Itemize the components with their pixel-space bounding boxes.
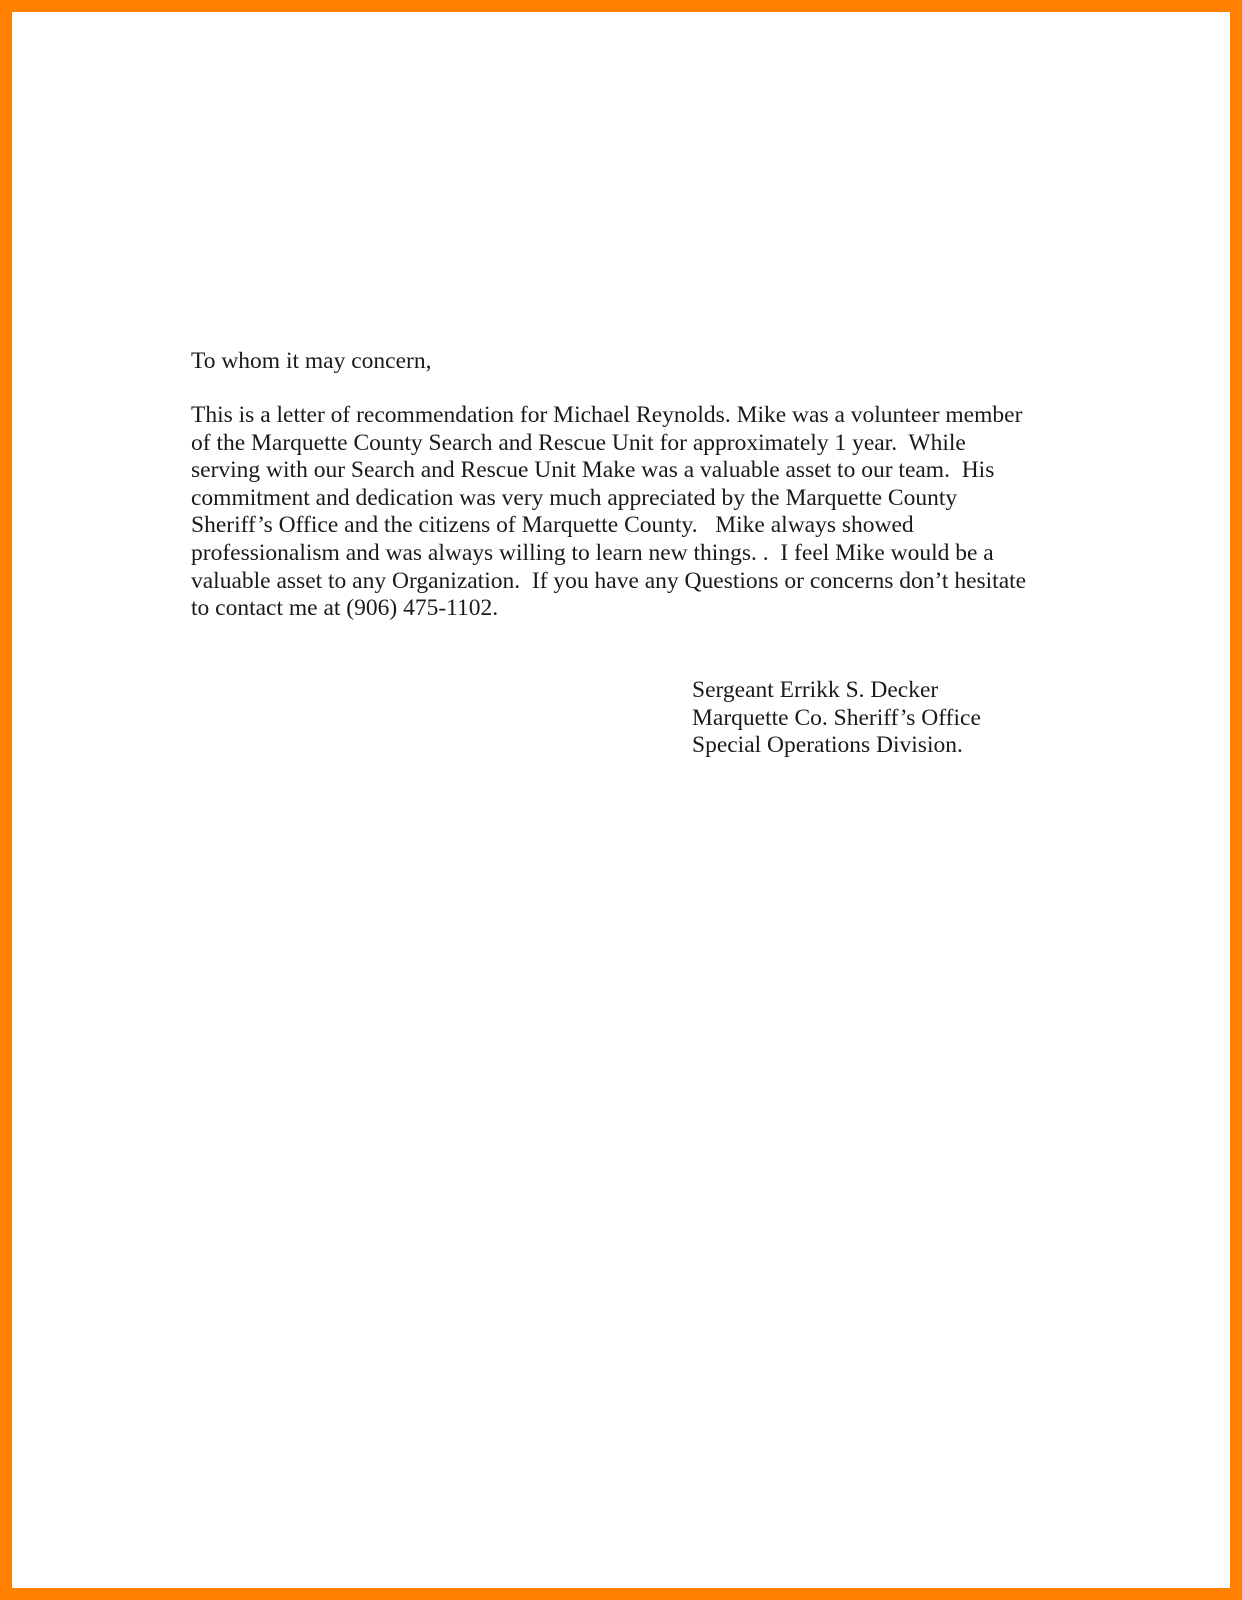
salutation: To whom it may concern, bbox=[191, 348, 432, 374]
signature-name: Sergeant Errikk S. Decker bbox=[692, 677, 939, 703]
signature-office: Marquette Co. Sheriff’s Office bbox=[692, 704, 981, 731]
letter-page bbox=[12, 12, 1230, 1588]
body-line: Sheriff’s Office and the citizens of Marquette County. Mike always showed bbox=[191, 512, 914, 539]
body-line: valuable asset to any Organization. If you have any Questions or concerns don’t hesitate bbox=[191, 567, 1027, 594]
body-line: This is a letter of recommendation for Michael Reynolds. Mike was a volunteer member bbox=[191, 402, 1023, 428]
body-line: serving with our Search and Rescue Unit Make was a valuable asset to our team. His bbox=[191, 457, 995, 484]
body-line: professionalism and was always willing to learn new things. . I feel Mike would be a bbox=[191, 539, 994, 566]
body-line: of the Marquette County Search and Rescue Unit for approximately 1 year. While bbox=[191, 429, 966, 456]
body-line: commitment and dedication was very much appreciated by the Marquette County bbox=[191, 484, 958, 511]
letter-body bbox=[191, 402, 1026, 623]
signature-block bbox=[692, 677, 981, 760]
signature-division: Special Operations Division. bbox=[692, 732, 963, 759]
body-line: to contact me at (906) 475-1102. bbox=[191, 595, 499, 622]
